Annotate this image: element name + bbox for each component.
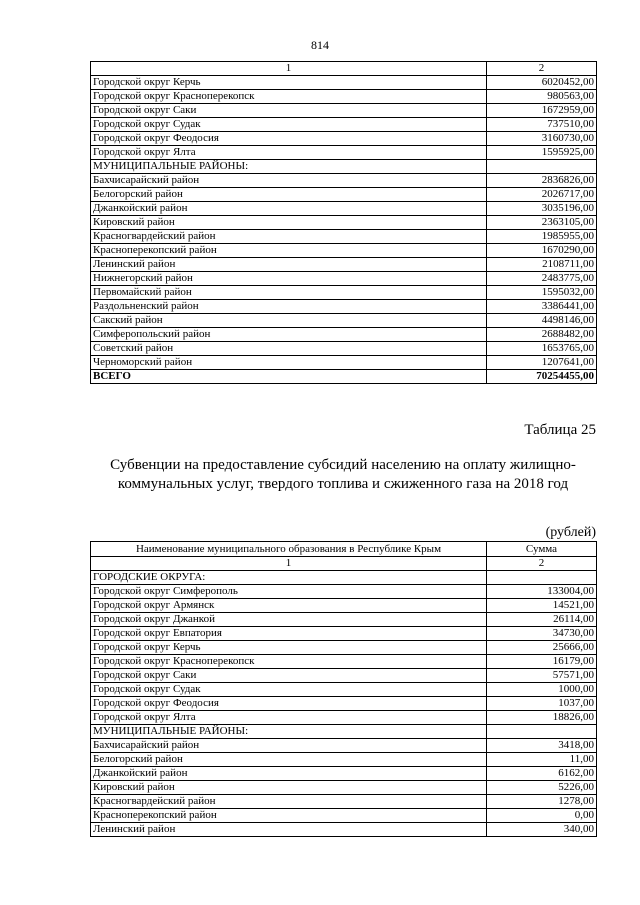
- table-row: [91, 781, 597, 795]
- column-number: 2: [487, 62, 597, 76]
- row-name: Городской округ Судак: [91, 118, 487, 132]
- row-name: Бахчисарайский район: [91, 174, 487, 188]
- row-name: Городской округ Ялта: [91, 711, 487, 725]
- row-value: 6162,00: [487, 767, 597, 781]
- table-row: [91, 146, 597, 160]
- row-name: Городской округ Евпатория: [91, 627, 487, 641]
- table-row: [91, 258, 597, 272]
- table-row: [91, 697, 597, 711]
- row-name: Сакский район: [91, 314, 487, 328]
- table-row: [91, 244, 597, 258]
- row-value: 2363105,00: [487, 216, 597, 230]
- table-row: [91, 711, 597, 725]
- table-row: [91, 132, 597, 146]
- table-row: [91, 188, 597, 202]
- row-value: 18826,00: [487, 711, 597, 725]
- table-row: [91, 683, 597, 697]
- row-value: 2836826,00: [487, 174, 597, 188]
- row-name: Городской округ Феодосия: [91, 132, 487, 146]
- row-name: Городской округ Красноперекопск: [91, 90, 487, 104]
- table1-body: [91, 62, 597, 384]
- row-value: 0,00: [487, 809, 597, 823]
- row-name: Городской округ Саки: [91, 104, 487, 118]
- row-value: 1278,00: [487, 795, 597, 809]
- row-name: Первомайский район: [91, 286, 487, 300]
- column-number: 1: [91, 557, 487, 571]
- table-row: [91, 90, 597, 104]
- row-value: 2483775,00: [487, 272, 597, 286]
- row-value: 2026717,00: [487, 188, 597, 202]
- row-value: 3418,00: [487, 739, 597, 753]
- row-value: [487, 725, 597, 739]
- table-row: [91, 118, 597, 132]
- row-value: 34730,00: [487, 627, 597, 641]
- row-value: 2108711,00: [487, 258, 597, 272]
- row-name: Раздольненский район: [91, 300, 487, 314]
- row-value: [487, 571, 597, 585]
- total-label: ВСЕГО: [91, 370, 487, 384]
- table-row: [91, 272, 597, 286]
- row-value: 2688482,00: [487, 328, 597, 342]
- housing-subsidy-table: [90, 541, 597, 837]
- row-name: Белогорский район: [91, 753, 487, 767]
- row-value: 1037,00: [487, 697, 597, 711]
- header-row: [91, 542, 597, 557]
- row-name: Джанкойский район: [91, 202, 487, 216]
- row-name: Бахчисарайский район: [91, 739, 487, 753]
- table-row: [91, 739, 597, 753]
- row-value: 1672959,00: [487, 104, 597, 118]
- table-row: [91, 104, 597, 118]
- table-row: [91, 669, 597, 683]
- row-name: Городской округ Красноперекопск: [91, 655, 487, 669]
- header-name: Наименование муниципального образования в Республике Крым: [91, 542, 487, 557]
- row-name: Кировский район: [91, 216, 487, 230]
- row-name: МУНИЦИПАЛЬНЫЕ РАЙОНЫ:: [91, 160, 487, 174]
- table-row: [91, 300, 597, 314]
- row-value: 737510,00: [487, 118, 597, 132]
- table-row: [91, 356, 597, 370]
- row-name: Симферопольский район: [91, 328, 487, 342]
- table-row: [91, 286, 597, 300]
- table-row: [91, 641, 597, 655]
- row-value: 6020452,00: [487, 76, 597, 90]
- table-row: [91, 76, 597, 90]
- row-value: 25666,00: [487, 641, 597, 655]
- table-row: [91, 627, 597, 641]
- table-row: [91, 202, 597, 216]
- row-name: Кировский район: [91, 781, 487, 795]
- row-name: Красногвардейский район: [91, 795, 487, 809]
- row-value: 11,00: [487, 753, 597, 767]
- table-row: [91, 342, 597, 356]
- total-value: 70254455,00: [487, 370, 597, 384]
- column-number-row: [91, 557, 597, 571]
- row-name: Городской округ Феодосия: [91, 697, 487, 711]
- row-name: Ленинский район: [91, 823, 487, 837]
- row-value: 1207641,00: [487, 356, 597, 370]
- table-number: Таблица 25: [524, 422, 596, 438]
- row-value: 340,00: [487, 823, 597, 837]
- row-value: 1000,00: [487, 683, 597, 697]
- row-name: Джанкойский район: [91, 767, 487, 781]
- table2-body: [91, 542, 597, 837]
- table-row: [91, 795, 597, 809]
- row-name: Красногвардейский район: [91, 230, 487, 244]
- row-value: 1670290,00: [487, 244, 597, 258]
- row-value: 133004,00: [487, 585, 597, 599]
- row-value: 4498146,00: [487, 314, 597, 328]
- table-row: [91, 753, 597, 767]
- row-value: 980563,00: [487, 90, 597, 104]
- table-title: Субвенции на предоставление субсидий населению на оплату жилищно-коммунальных услуг, твердого топлива и сжиженного газа на 2018 год: [110, 457, 576, 492]
- table-row: [91, 230, 597, 244]
- table-row: [91, 599, 597, 613]
- row-value: 26114,00: [487, 613, 597, 627]
- row-name: Городской округ Саки: [91, 669, 487, 683]
- row-value: 1985955,00: [487, 230, 597, 244]
- column-number: 1: [91, 62, 487, 76]
- table-row: [91, 585, 597, 599]
- row-name: Городской округ Ялта: [91, 146, 487, 160]
- row-name: МУНИЦИПАЛЬНЫЕ РАЙОНЫ:: [91, 725, 487, 739]
- row-name: Городской округ Керчь: [91, 641, 487, 655]
- row-name: Городской округ Джанкой: [91, 613, 487, 627]
- row-name: ГОРОДСКИЕ ОКРУГА:: [91, 571, 487, 585]
- unit-label: (рублей): [545, 525, 596, 540]
- row-name: Красноперекопский район: [91, 244, 487, 258]
- row-name: Городской округ Симферополь: [91, 585, 487, 599]
- row-value: 16179,00: [487, 655, 597, 669]
- total-row: [91, 370, 597, 384]
- table-row: [91, 328, 597, 342]
- row-name: Советский район: [91, 342, 487, 356]
- row-value: 57571,00: [487, 669, 597, 683]
- table-row: [91, 809, 597, 823]
- column-number: 2: [487, 557, 597, 571]
- subsidy-table-continued: [90, 61, 597, 384]
- row-value: 3160730,00: [487, 132, 597, 146]
- row-value: 1653765,00: [487, 342, 597, 356]
- column-number-row: [91, 62, 597, 76]
- table-row: [91, 613, 597, 627]
- table-row: [91, 216, 597, 230]
- row-name: Городской округ Керчь: [91, 76, 487, 90]
- row-value: 1595925,00: [487, 146, 597, 160]
- row-name: Черноморский район: [91, 356, 487, 370]
- table-row: [91, 655, 597, 669]
- table-row: [91, 823, 597, 837]
- row-value: 3035196,00: [487, 202, 597, 216]
- row-value: 1595032,00: [487, 286, 597, 300]
- row-name: Городской округ Судак: [91, 683, 487, 697]
- table-row: [91, 314, 597, 328]
- row-name: Белогорский район: [91, 188, 487, 202]
- row-value: 5226,00: [487, 781, 597, 795]
- row-name: Ленинский район: [91, 258, 487, 272]
- row-value: 3386441,00: [487, 300, 597, 314]
- table-row: [91, 571, 597, 585]
- row-value: [487, 160, 597, 174]
- row-name: Нижнегорский район: [91, 272, 487, 286]
- table-row: [91, 174, 597, 188]
- table-row: [91, 767, 597, 781]
- table-row: [91, 160, 597, 174]
- header-value: Сумма: [487, 542, 597, 557]
- table-row: [91, 725, 597, 739]
- row-name: Городской округ Армянск: [91, 599, 487, 613]
- row-value: 14521,00: [487, 599, 597, 613]
- page-number: 814: [311, 38, 329, 52]
- row-name: Красноперекопский район: [91, 809, 487, 823]
